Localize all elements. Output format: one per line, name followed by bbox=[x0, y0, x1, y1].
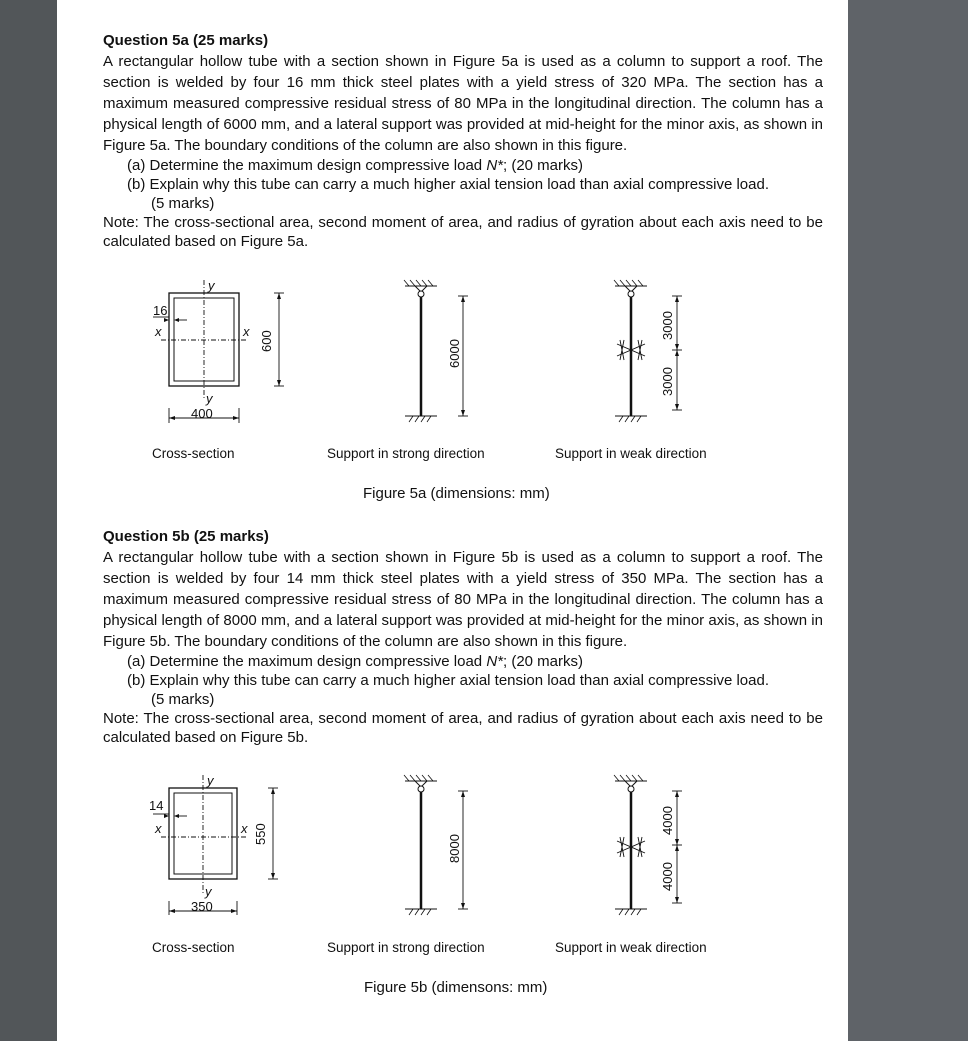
question-5a-title: Question 5a (25 marks) bbox=[103, 32, 269, 49]
width-label: 350 bbox=[191, 899, 213, 914]
weak-direction-5b bbox=[614, 775, 682, 915]
figure-5b bbox=[57, 765, 848, 1005]
part-a-marks: ; (20 marks) bbox=[502, 157, 583, 174]
question-5a-part-a bbox=[127, 156, 823, 175]
question-5a-paragraph: A rectangular hollow tube with a section shown in Figure 5a is used as a column to support a roof. The section is welded by four 16 mm thick steel plates with a yield stress of 320 MPa. The section has a maximum measured compressive residual stress of 80 MPa in the longitudinal direction. The column has a physical length of 6000 mm, and a lateral support was provided at mid-height for the minor axis, as shown in Figure 5a. The boundary conditions of the column are also shown in this figure. bbox=[103, 53, 823, 154]
axis-x-left: x bbox=[155, 821, 162, 836]
document-page bbox=[57, 0, 848, 1041]
question-5b bbox=[103, 526, 823, 747]
weak-bottom-label: 4000 bbox=[660, 862, 675, 891]
strong-length-label: 8000 bbox=[447, 834, 462, 863]
height-label: 600 bbox=[259, 330, 274, 352]
figure-5a-caption: Figure 5a (dimensions: mm) bbox=[363, 485, 550, 502]
part-a-marks: ; (20 marks) bbox=[502, 653, 583, 670]
strong-direction-5a bbox=[404, 280, 468, 422]
weak-caption-5a: Support in weak direction bbox=[555, 446, 707, 461]
strong-direction-5b bbox=[404, 775, 468, 915]
load-symbol: N* bbox=[486, 157, 503, 174]
strong-caption-5b: Support in strong direction bbox=[327, 940, 485, 955]
part-b-text: (b) Explain why this tube can carry a much higher axial tension load than axial compressive load. bbox=[127, 672, 769, 689]
question-5b-title: Question 5b (25 marks) bbox=[103, 528, 269, 545]
cross-section-5b bbox=[149, 773, 278, 915]
weak-bottom-label: 3000 bbox=[660, 367, 675, 396]
weak-top-label: 4000 bbox=[660, 806, 675, 835]
thickness-label: 14 bbox=[149, 798, 164, 813]
axis-y-top: y bbox=[208, 278, 215, 293]
weak-top-label: 3000 bbox=[660, 311, 675, 340]
cross-section-caption-5a: Cross-section bbox=[152, 446, 235, 461]
question-5a-part-b bbox=[127, 175, 823, 213]
axis-y-bottom: y bbox=[206, 391, 213, 406]
axis-x-left: x bbox=[155, 324, 162, 339]
axis-x-right: x bbox=[243, 324, 250, 339]
question-5b-note: Note: The cross-sectional area, second moment of area, and radius of gyration about each axis need to be calculated based on Figure 5b. bbox=[103, 710, 823, 746]
weak-direction-5a bbox=[614, 280, 682, 422]
part-b-marks: (5 marks) bbox=[151, 195, 215, 212]
width-label: 400 bbox=[191, 406, 213, 421]
question-5a-note: Note: The cross-sectional area, second moment of area, and radius of gyration about each axis need to be calculated based on Figure 5a. bbox=[103, 214, 823, 250]
part-a-text: (a) Determine the maximum design compressive load bbox=[127, 653, 487, 670]
load-symbol: N* bbox=[486, 653, 503, 670]
thickness-label: 16 bbox=[153, 303, 168, 318]
question-5b-part-b bbox=[127, 671, 823, 709]
cross-section-caption-5b: Cross-section bbox=[152, 940, 235, 955]
viewer-sidebar bbox=[848, 0, 968, 1041]
strong-caption-5a: Support in strong direction bbox=[327, 446, 485, 461]
part-a-text: (a) Determine the maximum design compressive load bbox=[127, 157, 487, 174]
figure-5b-caption: Figure 5b (dimensons: mm) bbox=[364, 979, 548, 996]
question-5a bbox=[103, 30, 823, 251]
axis-y-bottom: y bbox=[205, 884, 212, 899]
part-b-marks: (5 marks) bbox=[151, 691, 215, 708]
strong-length-label: 6000 bbox=[447, 339, 462, 368]
question-5b-part-a bbox=[127, 652, 823, 671]
weak-caption-5b: Support in weak direction bbox=[555, 940, 707, 955]
part-b-text: (b) Explain why this tube can carry a much higher axial tension load than axial compressive load. bbox=[127, 176, 769, 193]
height-label: 550 bbox=[253, 823, 268, 845]
cross-section-5a bbox=[153, 278, 284, 423]
axis-y-top: y bbox=[207, 773, 214, 788]
figure-5a bbox=[57, 270, 848, 510]
axis-x-right: x bbox=[241, 821, 248, 836]
question-5b-paragraph: A rectangular hollow tube with a section shown in Figure 5b is used as a column to support a roof. The section is welded by four 14 mm thick steel plates with a yield stress of 350 MPa. The section has a maximum measured compressive residual stress of 80 MPa in the longitudinal direction. The column has a physical length of 8000 mm, and a lateral support was provided at mid-height for the minor axis, as shown in Figure 5b. The boundary conditions of the column are also shown in this figure. bbox=[103, 549, 823, 650]
